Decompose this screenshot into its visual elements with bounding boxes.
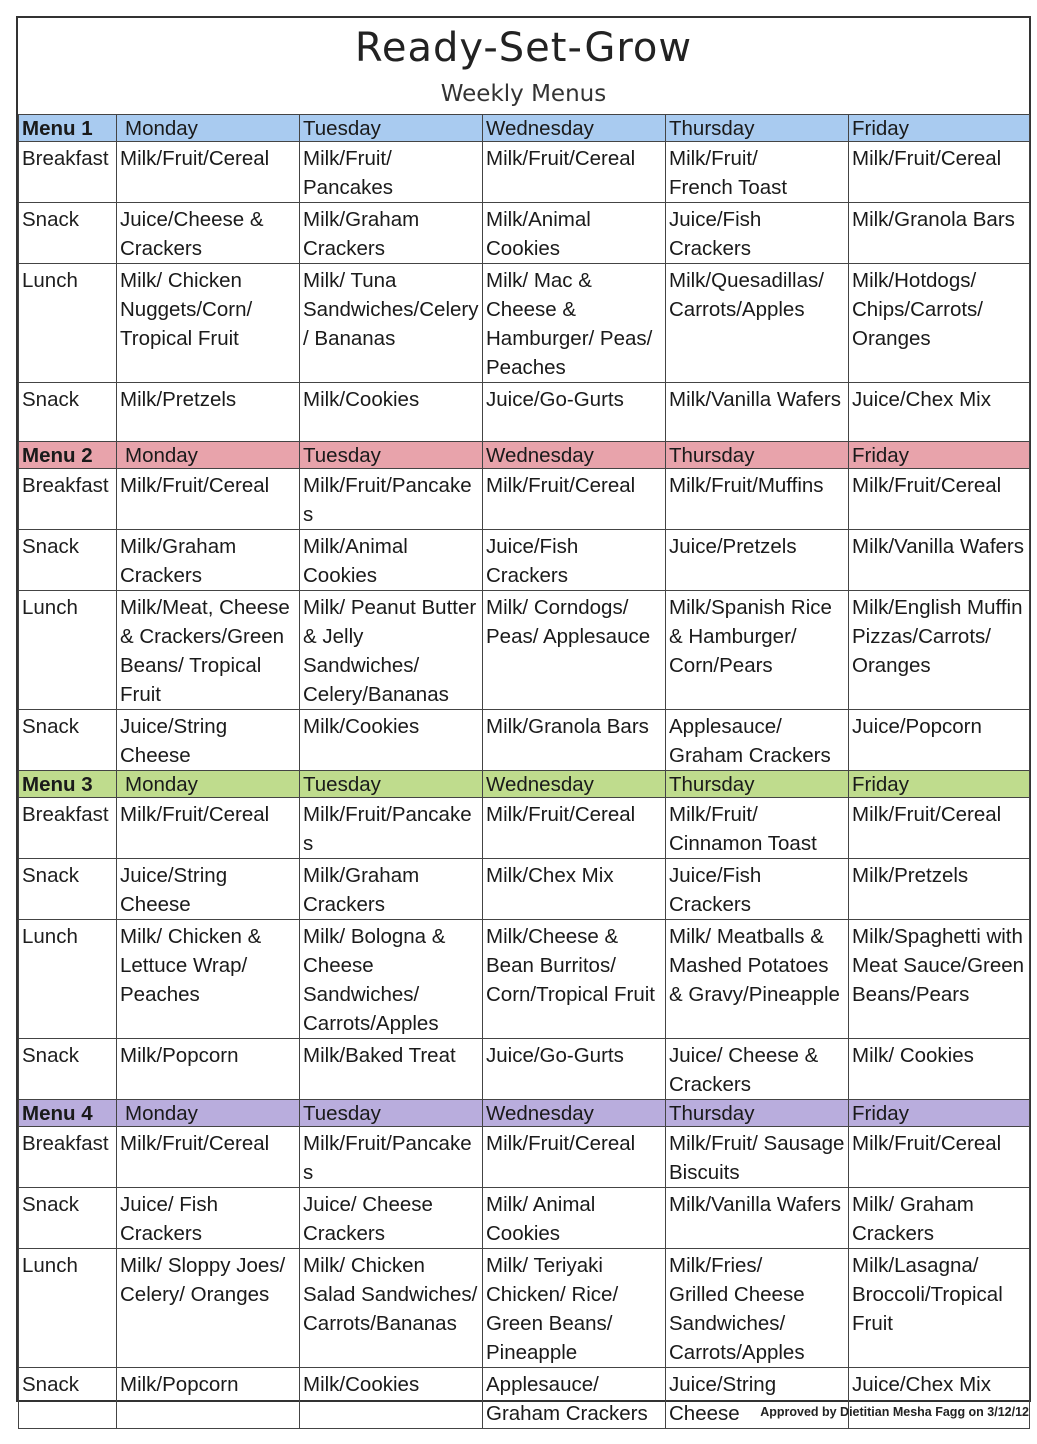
meal-label: Snack xyxy=(19,1368,117,1429)
menu-table xyxy=(18,114,1030,1429)
meal-label: Breakfast xyxy=(19,1127,117,1188)
menu-item-cell: Milk/Spaghetti with Meat Sauce/Green Beans/Pears xyxy=(849,920,1030,1039)
meal-row xyxy=(19,1127,1030,1188)
menu-item-cell: Juice/Cheese & Crackers xyxy=(117,203,300,264)
menu-item-cell: Juice/String Cheese xyxy=(117,710,300,771)
menu-item-cell: Milk/Granola Bars xyxy=(483,710,666,771)
meal-row xyxy=(19,383,1030,442)
menu-item-cell: Juice/String Cheese xyxy=(117,859,300,920)
meal-row xyxy=(19,1368,1030,1429)
menu-item-cell: Juice/ Cheese Crackers xyxy=(300,1188,483,1249)
meal-row xyxy=(19,469,1030,530)
menu-item-cell: Milk/Chex Mix xyxy=(483,859,666,920)
menu-item-cell: Juice/Fish Crackers xyxy=(483,530,666,591)
approval-note: Approved by Dietitian Mesha Fagg on 3/12/12 xyxy=(760,1405,1029,1419)
day-header: Thursday xyxy=(666,1100,849,1127)
menu-item-cell: Milk/Cookies xyxy=(300,710,483,771)
menu-item-cell: Milk/Fruit/Pancakes xyxy=(300,1127,483,1188)
menu-item-cell: Juice/ Fish Crackers xyxy=(117,1188,300,1249)
day-header: Thursday xyxy=(666,115,849,142)
day-header: Wednesday xyxy=(483,1100,666,1127)
page-title: Ready-Set-Grow xyxy=(354,25,693,71)
menu-item-cell: Milk/ Teriyaki Chicken/ Rice/ Green Beans/ Pineapple xyxy=(483,1249,666,1368)
menu-name: Menu 4 xyxy=(19,1100,117,1127)
menu-item-cell: Milk/ Chicken & Lettuce Wrap/ Peaches xyxy=(117,920,300,1039)
menu-name: Menu 3 xyxy=(19,771,117,798)
menu-item-cell: Milk/Vanilla Wafers xyxy=(849,530,1030,591)
menu-item-cell: Milk/Popcorn xyxy=(117,1368,300,1429)
menu-item-cell: Juice/Popcorn xyxy=(849,710,1030,771)
menu-name: Menu 1 xyxy=(19,115,117,142)
menu-item-cell: Milk/ Meatballs & Mashed Potatoes & Gravy/Pineapple xyxy=(666,920,849,1039)
meal-label: Snack xyxy=(19,530,117,591)
menu-item-cell: Milk/ Peanut Butter & Jelly Sandwiches/ Celery/Bananas xyxy=(300,591,483,710)
menu-header-row xyxy=(19,442,1030,469)
menu-item-cell: Milk/Spanish Rice & Hamburger/ Corn/Pears xyxy=(666,591,849,710)
menu-header-row xyxy=(19,115,1030,142)
meal-label: Snack xyxy=(19,383,117,442)
day-header: Tuesday xyxy=(300,115,483,142)
meal-row xyxy=(19,1188,1030,1249)
meal-row xyxy=(19,920,1030,1039)
menu-item-cell: Milk/Fruit/Cereal xyxy=(483,469,666,530)
meal-label: Snack xyxy=(19,859,117,920)
menu-item-cell: Milk/Fruit/Cereal xyxy=(483,1127,666,1188)
menu-name: Menu 2 xyxy=(19,442,117,469)
meal-row xyxy=(19,142,1030,203)
menu-item-cell: Milk/Graham Crackers xyxy=(300,859,483,920)
menu-item-cell: Milk/Baked Treat xyxy=(300,1039,483,1100)
day-header: Monday xyxy=(117,442,300,469)
menu-item-cell: Milk/Fruit/Cereal xyxy=(849,469,1030,530)
menu-item-cell: Milk/Fruit/ Sausage Biscuits xyxy=(666,1127,849,1188)
meal-row xyxy=(19,591,1030,710)
page-subtitle: Weekly Menus xyxy=(440,81,607,107)
meal-row xyxy=(19,264,1030,383)
menu-item-cell: Milk/ Cookies xyxy=(849,1039,1030,1100)
menu-item-cell: Milk/Hotdogs/ Chips/Carrots/ Oranges xyxy=(849,264,1030,383)
day-header: Friday xyxy=(849,115,1030,142)
menu-item-cell: Juice/Fish Crackers xyxy=(666,203,849,264)
menu-item-cell: Milk/Graham Crackers xyxy=(300,203,483,264)
meal-row xyxy=(19,798,1030,859)
day-header: Friday xyxy=(849,771,1030,798)
menu-item-cell: Milk/Fruit/Cereal xyxy=(849,798,1030,859)
day-header: Thursday xyxy=(666,442,849,469)
menu-item-cell: Milk/Fruit/ French Toast xyxy=(666,142,849,203)
meal-label: Snack xyxy=(19,1188,117,1249)
meal-label: Breakfast xyxy=(19,469,117,530)
menu-item-cell: Milk/Vanilla Wafers xyxy=(666,1188,849,1249)
meal-row xyxy=(19,710,1030,771)
menu-item-cell: Milk/Cookies xyxy=(300,1368,483,1429)
meal-row xyxy=(19,203,1030,264)
menu-item-cell: Milk/Lasagna/ Broccoli/Tropical Fruit xyxy=(849,1249,1030,1368)
menu-item-cell: Milk/Pretzels xyxy=(849,859,1030,920)
menu-item-cell: Juice/Chex Mix xyxy=(849,383,1030,442)
day-header: Tuesday xyxy=(300,771,483,798)
menu-item-cell: Milk/ Tuna Sandwiches/Celery/ Bananas xyxy=(300,264,483,383)
menu-item-cell: Milk/Pretzels xyxy=(117,383,300,442)
menu-item-cell: Milk/Popcorn xyxy=(117,1039,300,1100)
meal-label: Breakfast xyxy=(19,142,117,203)
day-header: Monday xyxy=(117,1100,300,1127)
menu-item-cell: Juice/Chex Mix xyxy=(849,1368,1030,1429)
menu-item-cell: Milk/Fruit/Cereal xyxy=(117,1127,300,1188)
day-header: Tuesday xyxy=(300,442,483,469)
meal-label: Snack xyxy=(19,710,117,771)
day-header: Monday xyxy=(117,771,300,798)
menu-item-cell: Milk/Quesadillas/ Carrots/Apples xyxy=(666,264,849,383)
meal-row xyxy=(19,1039,1030,1100)
menu-item-cell: Milk/Fruit/Pancakes xyxy=(300,469,483,530)
menu-item-cell: Milk/Fruit/Muffins xyxy=(666,469,849,530)
menu-item-cell: Juice/ Cheese & Crackers xyxy=(666,1039,849,1100)
menu-item-cell: Milk/Fruit/ Cinnamon Toast xyxy=(666,798,849,859)
menu-header-row xyxy=(19,1100,1030,1127)
menu-item-cell: Milk/Cookies xyxy=(300,383,483,442)
menu-item-cell: Milk/Cheese & Bean Burritos/ Corn/Tropical Fruit xyxy=(483,920,666,1039)
menu-item-cell: Milk/Fruit/ Pancakes xyxy=(300,142,483,203)
meal-row xyxy=(19,859,1030,920)
meal-label: Lunch xyxy=(19,591,117,710)
menu-item-cell: Milk/ Corndogs/ Peas/ Applesauce xyxy=(483,591,666,710)
menu-item-cell: Applesauce/ Graham Crackers xyxy=(666,710,849,771)
menu-header-row xyxy=(19,771,1030,798)
meal-label: Breakfast xyxy=(19,798,117,859)
day-header: Tuesday xyxy=(300,1100,483,1127)
menu-item-cell: Applesauce/ Graham Crackers xyxy=(483,1368,666,1429)
menu-item-cell: Juice/Fish Crackers xyxy=(666,859,849,920)
meal-label: Lunch xyxy=(19,264,117,383)
menu-item-cell: Milk/Fruit/Cereal xyxy=(117,469,300,530)
menu-item-cell: Milk/Animal Cookies xyxy=(300,530,483,591)
menu-item-cell: Milk/Fries/ Grilled Cheese Sandwiches/ Carrots/Apples xyxy=(666,1249,849,1368)
menu-item-cell: Milk/Fruit/Pancakes xyxy=(300,798,483,859)
menu-item-cell: Milk/ Bologna & Cheese Sandwiches/ Carrots/Apples xyxy=(300,920,483,1039)
menu-item-cell: Milk/Granola Bars xyxy=(849,203,1030,264)
menu-item-cell: Milk/Fruit/Cereal xyxy=(483,798,666,859)
day-header: Wednesday xyxy=(483,115,666,142)
menu-item-cell: Juice/Go-Gurts xyxy=(483,1039,666,1100)
menu-item-cell: Milk/Vanilla Wafers xyxy=(666,383,849,442)
menu-item-cell: Milk/Fruit/Cereal xyxy=(849,142,1030,203)
menu-item-cell: Milk/ Sloppy Joes/ Celery/ Oranges xyxy=(117,1249,300,1368)
day-header: Friday xyxy=(849,442,1030,469)
menu-item-cell: Juice/Go-Gurts xyxy=(483,383,666,442)
menu-item-cell: Milk/Meat, Cheese & Crackers/Green Beans/ Tropical Fruit xyxy=(117,591,300,710)
menu-item-cell: Milk/English Muffin Pizzas/Carrots/ Oranges xyxy=(849,591,1030,710)
menu-item-cell: Milk/Fruit/Cereal xyxy=(117,798,300,859)
menu-item-cell: Juice/String Cheese xyxy=(666,1368,849,1429)
day-header: Thursday xyxy=(666,771,849,798)
menu-item-cell: Milk/ Chicken Nuggets/Corn/ Tropical Fruit xyxy=(117,264,300,383)
meal-row xyxy=(19,530,1030,591)
day-header: Wednesday xyxy=(483,771,666,798)
menu-item-cell: Milk/Animal Cookies xyxy=(483,203,666,264)
title-box xyxy=(18,18,1029,116)
menu-item-cell: Milk/Fruit/Cereal xyxy=(849,1127,1030,1188)
day-header: Wednesday xyxy=(483,442,666,469)
menu-item-cell: Milk/ Graham Crackers xyxy=(849,1188,1030,1249)
meal-label: Lunch xyxy=(19,1249,117,1368)
menu-item-cell: Milk/ Chicken Salad Sandwiches/ Carrots/Bananas xyxy=(300,1249,483,1368)
meal-label: Snack xyxy=(19,203,117,264)
meal-row xyxy=(19,1249,1030,1368)
day-header: Monday xyxy=(117,115,300,142)
meal-label: Snack xyxy=(19,1039,117,1100)
menu-item-cell: Milk/ Mac & Cheese & Hamburger/ Peas/ Peaches xyxy=(483,264,666,383)
meal-label: Lunch xyxy=(19,920,117,1039)
menu-item-cell: Milk/Fruit/Cereal xyxy=(483,142,666,203)
menu-item-cell: Milk/Graham Crackers xyxy=(117,530,300,591)
menu-item-cell: Milk/Fruit/Cereal xyxy=(117,142,300,203)
menu-item-cell: Milk/ Animal Cookies xyxy=(483,1188,666,1249)
menu-item-cell: Juice/Pretzels xyxy=(666,530,849,591)
day-header: Friday xyxy=(849,1100,1030,1127)
